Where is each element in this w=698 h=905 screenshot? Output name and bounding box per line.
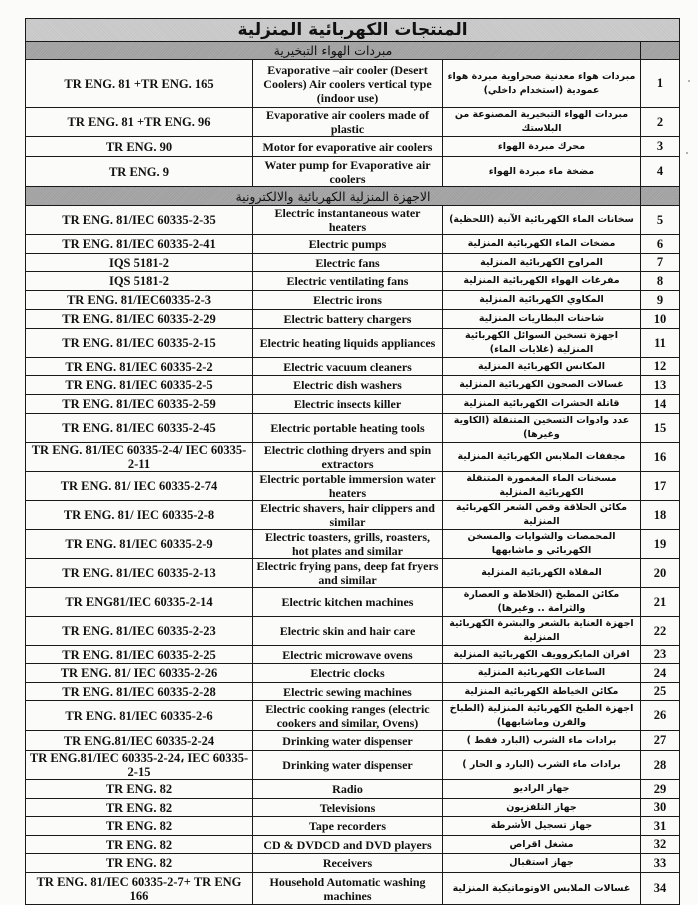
table-row (26, 501, 680, 530)
table-row (26, 701, 680, 731)
row-number-cell: 17 (641, 472, 680, 501)
row-number-cell: 34 (641, 873, 680, 905)
english-name-cell: Electric clothing dryers and spin extractors (253, 443, 443, 472)
row-number-cell: 21 (641, 588, 680, 617)
table-row (26, 395, 680, 414)
arabic-name-cell: مكائن المطبخ (الخلاطة و العصارة والثرامة .. وغيرها) (443, 588, 641, 617)
arabic-name-cell: المكاوي الكهربائية المنزلية (443, 291, 641, 310)
row-number-cell: 4 (641, 157, 680, 187)
table-row (26, 530, 680, 559)
row-number-cell: 25 (641, 683, 680, 701)
table-row (26, 683, 680, 701)
table-row (26, 799, 680, 817)
row-number-cell: 24 (641, 664, 680, 683)
table-row (26, 731, 680, 751)
english-name-cell: Electric cooking ranges (electric cookers and similar, Ovens) (253, 701, 443, 731)
table-row (26, 60, 680, 108)
standard-cell: TR ENG.81/IEC 60335-2-24 (26, 731, 253, 751)
row-number-cell: 19 (641, 530, 680, 559)
table-row (26, 108, 680, 137)
english-name-cell: Electric instantaneous water heaters (253, 206, 443, 235)
standard-cell: TR ENG. 81/IEC 60335-2-28 (26, 683, 253, 701)
english-name-cell: Radio (253, 780, 443, 799)
row-number-cell: 14 (641, 395, 680, 414)
english-name-cell: Evaporative –air cooler (Desert Coolers) Air coolers vertical type (indoor use) (253, 60, 443, 108)
english-name-cell: Electric dish washers (253, 376, 443, 395)
arabic-name-cell: الساعات الكهربائية المنزلية (443, 664, 641, 683)
scan-speck (686, 152, 688, 154)
english-name-cell: Receivers (253, 854, 443, 873)
english-name-cell: Motor for evaporative air coolers (253, 137, 443, 157)
english-name-cell: Electric skin and hair care (253, 617, 443, 646)
table-row (26, 376, 680, 395)
standard-cell: TR ENG. 81/IEC 60335-2-6 (26, 701, 253, 731)
arabic-name-cell: المراوح الكهربائية المنزلية (443, 254, 641, 272)
table-row (26, 358, 680, 376)
row-number-cell: 18 (641, 501, 680, 530)
arabic-name-cell: مسخنات الماء المغمورة المتنقلة الكهربائية المنزلية (443, 472, 641, 501)
products-table-body (26, 19, 680, 905)
english-name-cell: Electric portable immersion water heaters (253, 472, 443, 501)
arabic-name-cell: برادات ماء الشرب (البارد فقط ) (443, 731, 641, 751)
standard-cell: TR ENG. 81 +TR ENG. 96 (26, 108, 253, 137)
table-row (26, 254, 680, 272)
row-number-cell: 11 (641, 329, 680, 358)
table-row (26, 443, 680, 472)
arabic-name-cell: سخانات الماء الكهربائية الآنية (اللحظية) (443, 206, 641, 235)
row-number-cell: 5 (641, 206, 680, 235)
arabic-name-cell: مجففات الملابس الكهربائية المنزلية (443, 443, 641, 472)
arabic-name-cell: جهاز التلفزيون (443, 799, 641, 817)
english-name-cell: Electric pumps (253, 235, 443, 254)
standard-cell: IQS 5181-2 (26, 272, 253, 291)
arabic-name-cell: مضخات الماء الكهربائية المنزلية (443, 235, 641, 254)
standard-cell: TR ENG. 81/ IEC 60335-2-26 (26, 664, 253, 683)
row-number-cell: 30 (641, 799, 680, 817)
standard-cell: TR ENG. 81/IEC 60335-2-45 (26, 414, 253, 443)
english-name-cell: Electric sewing machines (253, 683, 443, 701)
section-heading: الاجهزة المنزلية الكهربائية والالكترونية (26, 187, 641, 206)
standard-cell: IQS 5181-2 (26, 254, 253, 272)
arabic-name-cell: برادات ماء الشرب (البارد و الحار ) (443, 751, 641, 780)
standard-cell: TR ENG. 81 +TR ENG. 165 (26, 60, 253, 108)
english-name-cell: Electric battery chargers (253, 310, 443, 329)
standard-cell: TR ENG. 81/IEC 60335-2-59 (26, 395, 253, 414)
standard-cell: TR ENG. 81/IEC 60335-2-13 (26, 559, 253, 588)
arabic-name-cell: اجهزة تسخين السوائل الكهربائية المنزلية (غلايات الماء) (443, 329, 641, 358)
arabic-name-cell: مكائن الخياطة الكهربائية المنزلية (443, 683, 641, 701)
table-row (26, 235, 680, 254)
english-name-cell: Electric clocks (253, 664, 443, 683)
section-heading-blank-cell (641, 187, 680, 206)
table-row (26, 559, 680, 588)
english-name-cell: Electric shavers, hair clippers and similar (253, 501, 443, 530)
row-number-cell: 22 (641, 617, 680, 646)
section-header-row (26, 42, 680, 60)
standard-cell: TR ENG. 81/IEC 60335-2-35 (26, 206, 253, 235)
english-name-cell: Electric vacuum cleaners (253, 358, 443, 376)
standard-cell: TR ENG. 82 (26, 780, 253, 799)
arabic-name-cell: اجهزة العناية بالشعر والبشرة الكهربائية المنزلية (443, 617, 641, 646)
standard-cell: TR ENG.81/IEC 60335-2-24، IEC 60335-2-15 (26, 751, 253, 780)
table-row (26, 873, 680, 905)
standard-cell: TR ENG. 82 (26, 836, 253, 854)
english-name-cell: Electric insects killer (253, 395, 443, 414)
english-name-cell: CD & DVDCD and DVD players (253, 836, 443, 854)
section-heading: مبردات الهواء التبخيرية (26, 42, 641, 60)
arabic-name-cell: شاحنات البطاريات المنزلية (443, 310, 641, 329)
arabic-name-cell: المحمصات والشوايات والمسخن الكهربائي و ماشابهها (443, 530, 641, 559)
title-row (26, 19, 680, 42)
row-number-cell: 3 (641, 137, 680, 157)
row-number-cell: 27 (641, 731, 680, 751)
standard-cell: TR ENG. 81/IEC 60335-2-23 (26, 617, 253, 646)
standard-cell: TR ENG. 81/IEC 60335-2-15 (26, 329, 253, 358)
arabic-name-cell: المقلاة الكهربائية المنزلية (443, 559, 641, 588)
standard-cell: TR ENG. 81/IEC 60335-2-9 (26, 530, 253, 559)
english-name-cell: Electric heating liquids appliances (253, 329, 443, 358)
table-row (26, 780, 680, 799)
english-name-cell: Drinking water dispenser (253, 751, 443, 780)
arabic-name-cell: غسالات الصحون الكهربائية المنزلية (443, 376, 641, 395)
arabic-name-cell: مبردات هواء معدنية صحراوية مبردة هواء عمودية (استخدام داخلي) (443, 60, 641, 108)
row-number-cell: 31 (641, 817, 680, 836)
english-name-cell: Electric ventilating fans (253, 272, 443, 291)
table-row (26, 617, 680, 646)
english-name-cell: Electric kitchen machines (253, 588, 443, 617)
arabic-name-cell: المكانس الكهربائية المنزلية (443, 358, 641, 376)
section-header-row (26, 187, 680, 206)
arabic-name-cell: مكائن الحلاقة وقص الشعر الكهربائية المنزلية (443, 501, 641, 530)
section-heading-blank-cell (641, 42, 680, 60)
arabic-name-cell: جهاز استقبال (443, 854, 641, 873)
table-row (26, 817, 680, 836)
table-row (26, 854, 680, 873)
arabic-name-cell: مفرغات الهواء الكهربائية المنزلية (443, 272, 641, 291)
standard-cell: TR ENG. 82 (26, 799, 253, 817)
arabic-name-cell: مضخة ماء مبردة الهواء (443, 157, 641, 187)
arabic-name-cell: جهاز تسجيل الأشرطة (443, 817, 641, 836)
arabic-name-cell: اجهزة الطبخ الكهربائية المنزلية (الطباخ والفرن وماشابهها) (443, 701, 641, 731)
arabic-name-cell: قاتلة الحشرات الكهربائية المنزلية (443, 395, 641, 414)
standard-cell: TR ENG. 81/IEC 60335-2-41 (26, 235, 253, 254)
arabic-name-cell: غسالات الملابس الاوتوماتيكية المنزلية (443, 873, 641, 905)
english-name-cell: Electric portable heating tools (253, 414, 443, 443)
row-number-cell: 1 (641, 60, 680, 108)
standard-cell: TR ENG81/IEC 60335-2-14 (26, 588, 253, 617)
scan-speck (688, 80, 690, 82)
standard-cell: TR ENG. 81/IEC 60335-2-29 (26, 310, 253, 329)
row-number-cell: 12 (641, 358, 680, 376)
arabic-name-cell: مبردات الهواء التبخيرية المصنوعة من البلاستك (443, 108, 641, 137)
row-number-cell: 10 (641, 310, 680, 329)
standard-cell: TR ENG. 90 (26, 137, 253, 157)
standard-cell: TR ENG. 82 (26, 817, 253, 836)
row-number-cell: 15 (641, 414, 680, 443)
arabic-name-cell: محرك مبردة الهواء (443, 137, 641, 157)
row-number-cell: 29 (641, 780, 680, 799)
standard-cell: TR ENG. 81/IEC 60335-2-4/ IEC 60335-2-11 (26, 443, 253, 472)
english-name-cell: Evaporative air coolers made of plastic (253, 108, 443, 137)
row-number-cell: 8 (641, 272, 680, 291)
row-number-cell: 26 (641, 701, 680, 731)
table-row (26, 206, 680, 235)
standard-cell: TR ENG. 81/IEC60335-2-3 (26, 291, 253, 310)
table-row (26, 329, 680, 358)
table-row (26, 272, 680, 291)
table-row (26, 137, 680, 157)
arabic-name-cell: افران المايكروويف الكهربائية المنزلية (443, 646, 641, 664)
document-title: المنتجات الكهربائية المنزلية (26, 19, 680, 42)
standard-cell: TR ENG. 81/ IEC 60335-2-8 (26, 501, 253, 530)
row-number-cell: 13 (641, 376, 680, 395)
row-number-cell: 2 (641, 108, 680, 137)
products-table (25, 18, 680, 905)
table-row (26, 414, 680, 443)
arabic-name-cell: جهاز الراديو (443, 780, 641, 799)
english-name-cell: Tape recorders (253, 817, 443, 836)
standard-cell: TR ENG. 9 (26, 157, 253, 187)
english-name-cell: Drinking water dispenser (253, 731, 443, 751)
table-row (26, 291, 680, 310)
english-name-cell: Electric microwave ovens (253, 646, 443, 664)
row-number-cell: 23 (641, 646, 680, 664)
row-number-cell: 7 (641, 254, 680, 272)
table-row (26, 157, 680, 187)
english-name-cell: Electric fans (253, 254, 443, 272)
standard-cell: TR ENG. 82 (26, 854, 253, 873)
row-number-cell: 6 (641, 235, 680, 254)
table-row (26, 588, 680, 617)
english-name-cell: Televisions (253, 799, 443, 817)
standard-cell: TR ENG. 81/IEC 60335-2-5 (26, 376, 253, 395)
standard-cell: TR ENG. 81/IEC 60335-2-25 (26, 646, 253, 664)
table-row (26, 310, 680, 329)
row-number-cell: 16 (641, 443, 680, 472)
english-name-cell: Household Automatic washing machines (253, 873, 443, 905)
table-row (26, 751, 680, 780)
table-row (26, 664, 680, 683)
row-number-cell: 20 (641, 559, 680, 588)
standard-cell: TR ENG. 81/IEC 60335-2-7+ TR ENG 166 (26, 873, 253, 905)
standard-cell: TR ENG. 81/IEC 60335-2-2 (26, 358, 253, 376)
table-row (26, 472, 680, 501)
english-name-cell: Electric irons (253, 291, 443, 310)
arabic-name-cell: عدد وادوات التسخين المتنقلة (الكاوية وغيرها) (443, 414, 641, 443)
table-row (26, 646, 680, 664)
row-number-cell: 28 (641, 751, 680, 780)
english-name-cell: Electric frying pans, deep fat fryers and similar (253, 559, 443, 588)
english-name-cell: Water pump for Evaporative air coolers (253, 157, 443, 187)
standard-cell: TR ENG. 81/ IEC 60335-2-74 (26, 472, 253, 501)
row-number-cell: 9 (641, 291, 680, 310)
row-number-cell: 32 (641, 836, 680, 854)
row-number-cell: 33 (641, 854, 680, 873)
english-name-cell: Electric toasters, grills, roasters, hot plates and similar (253, 530, 443, 559)
arabic-name-cell: مشغل اقراص (443, 836, 641, 854)
